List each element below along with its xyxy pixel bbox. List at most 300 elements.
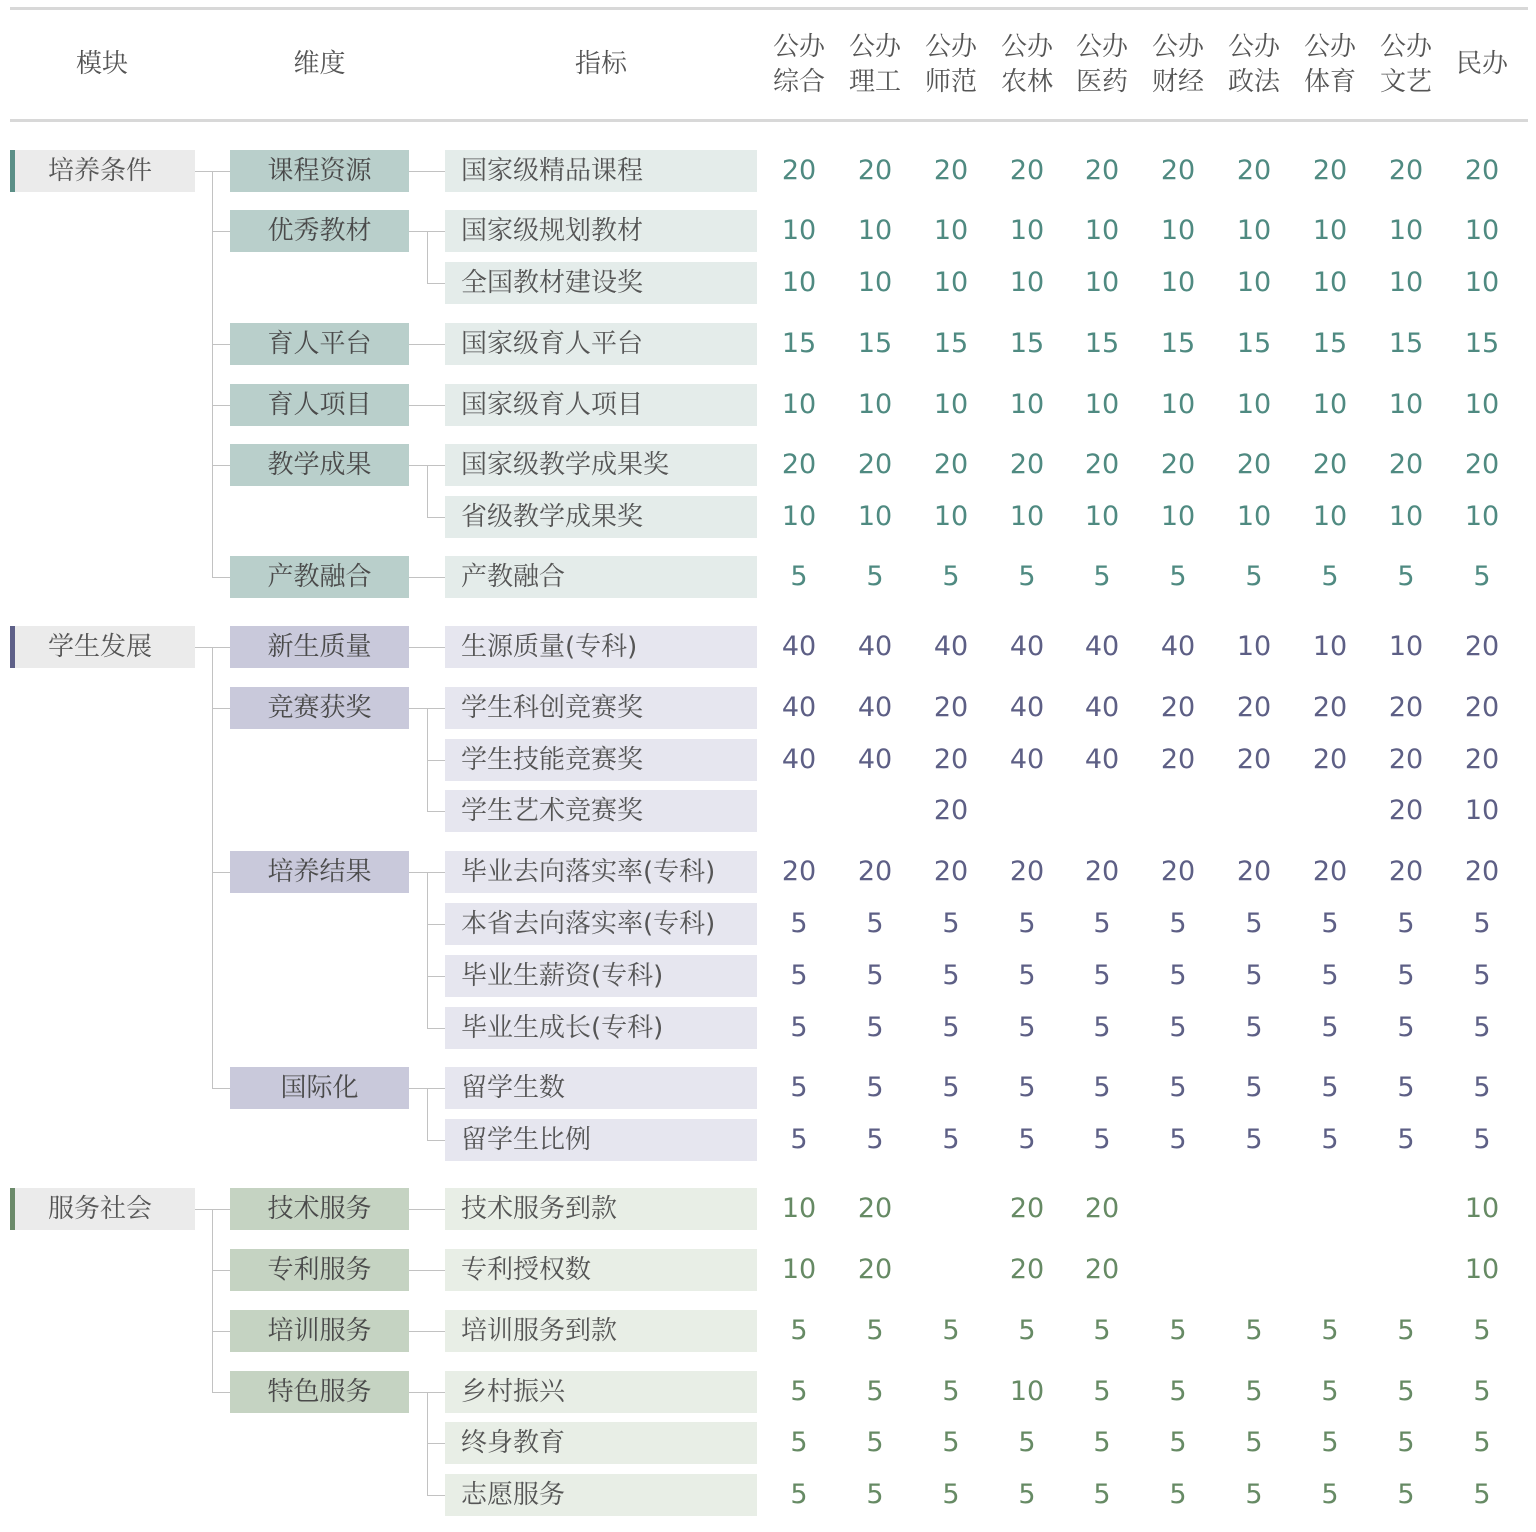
score-cell: 5 (1245, 960, 1263, 991)
tree-line (212, 1270, 230, 1271)
score-cell: 20 (857, 449, 893, 480)
indicator-label: 生源质量(专科) (445, 626, 757, 668)
score-cell: 20 (1236, 155, 1272, 186)
score-cell: 10 (1464, 267, 1500, 298)
score-cell: 20 (1236, 744, 1272, 775)
score-cell (1067, 790, 1137, 832)
score-cell: 5 (1397, 908, 1415, 939)
score-cell: 10 (857, 267, 893, 298)
column-header-line: 师范 (924, 67, 977, 97)
score-cell: 10 (781, 215, 817, 246)
dimension-label: 育人项目 (230, 384, 409, 426)
score-cell: 40 (1009, 631, 1045, 662)
tree-line (212, 1331, 230, 1332)
score-cell: 5 (1093, 1376, 1111, 1407)
score-cell: 5 (1245, 1376, 1263, 1407)
score-cell: 20 (1084, 1193, 1120, 1224)
score-cell: 5 (1473, 908, 1491, 939)
score-cell: 5 (1245, 561, 1263, 592)
score-cell: 5 (1093, 1072, 1111, 1103)
score-cell: 5 (1018, 1427, 1036, 1458)
tree-line (427, 1140, 445, 1141)
column-header-line: 公办 (772, 32, 825, 62)
tree-line (427, 465, 428, 517)
indicator-label: 志愿服务 (445, 1474, 757, 1516)
tree-line (427, 517, 445, 518)
score-cell: 10 (1464, 795, 1500, 826)
column-header-line: 财经 (1151, 67, 1204, 97)
score-cell: 10 (933, 215, 969, 246)
score-cell: 5 (1018, 1124, 1036, 1155)
dimension-label: 培训服务 (230, 1310, 409, 1352)
score-cell: 15 (1388, 328, 1424, 359)
score-cell: 10 (1388, 501, 1424, 532)
column-header-line: 医药 (1075, 67, 1128, 97)
score-cell: 20 (933, 155, 969, 186)
score-cell: 5 (1093, 1124, 1111, 1155)
column-header (1290, 30, 1370, 100)
score-cell: 5 (1321, 1376, 1339, 1407)
column-header-line: 政法 (1227, 67, 1280, 97)
tree-line (427, 760, 445, 761)
module-label: 学生发展 (10, 626, 195, 668)
column-header-line: 公办 (1303, 32, 1356, 62)
score-cell: 40 (1160, 631, 1196, 662)
score-cell: 10 (1236, 631, 1272, 662)
score-cell (764, 790, 834, 832)
score-cell: 20 (1009, 1193, 1045, 1224)
score-cell (1143, 1249, 1213, 1291)
score-cell: 10 (1009, 501, 1045, 532)
column-header (911, 30, 991, 100)
tree-line (212, 344, 230, 345)
score-cell: 10 (1236, 267, 1272, 298)
tree-line (212, 405, 230, 406)
indicator-label: 国家级育人项目 (445, 384, 757, 426)
score-cell: 5 (1093, 1315, 1111, 1346)
score-cell: 5 (942, 561, 960, 592)
indicator-label: 省级教学成果奖 (445, 496, 757, 538)
score-cell: 20 (933, 795, 969, 826)
score-cell: 10 (1160, 267, 1196, 298)
tree-line (427, 1495, 445, 1496)
tree-line (409, 344, 445, 345)
score-cell: 5 (1473, 1427, 1491, 1458)
score-cell: 5 (866, 1427, 884, 1458)
score-cell: 5 (866, 960, 884, 991)
tree-line (212, 872, 230, 873)
score-cell: 10 (1312, 389, 1348, 420)
column-header-line: 民办 (1455, 49, 1508, 79)
score-cell: 20 (781, 856, 817, 887)
score-cell: 5 (1321, 561, 1339, 592)
score-cell: 5 (1397, 1479, 1415, 1510)
score-cell: 5 (866, 1479, 884, 1510)
score-cell: 20 (1388, 155, 1424, 186)
score-cell: 15 (781, 328, 817, 359)
score-cell: 10 (781, 1254, 817, 1285)
score-cell: 5 (1473, 1479, 1491, 1510)
score-cell: 20 (1388, 795, 1424, 826)
tree-line (427, 1028, 445, 1029)
score-cell (916, 1188, 986, 1230)
score-cell: 10 (1160, 501, 1196, 532)
score-cell: 20 (1236, 692, 1272, 723)
score-cell: 5 (1018, 1012, 1036, 1043)
tree-line (409, 405, 445, 406)
score-cell: 10 (1388, 389, 1424, 420)
score-cell: 20 (1084, 856, 1120, 887)
score-cell: 10 (1312, 631, 1348, 662)
indicator-label: 技术服务到款 (445, 1188, 757, 1230)
score-cell (1143, 1188, 1213, 1230)
score-cell: 10 (1009, 267, 1045, 298)
tree-line (409, 577, 445, 578)
dimension-label: 课程资源 (230, 150, 409, 192)
score-cell: 20 (1009, 449, 1045, 480)
score-cell: 5 (790, 1072, 808, 1103)
score-cell: 5 (1169, 1072, 1187, 1103)
score-cell: 5 (1018, 960, 1036, 991)
score-cell: 5 (790, 1012, 808, 1043)
score-cell: 5 (1245, 1072, 1263, 1103)
column-header (987, 30, 1067, 100)
column-header (1442, 47, 1522, 82)
score-cell: 20 (1312, 744, 1348, 775)
score-cell: 10 (1236, 215, 1272, 246)
score-cell (1219, 1188, 1289, 1230)
score-cell: 20 (1009, 1254, 1045, 1285)
indicator-label: 全国教材建设奖 (445, 262, 757, 304)
score-cell: 5 (1018, 1315, 1036, 1346)
score-cell: 10 (1009, 1376, 1045, 1407)
score-cell: 20 (1464, 155, 1500, 186)
score-cell: 20 (1464, 744, 1500, 775)
score-cell: 5 (1169, 1012, 1187, 1043)
tree-line (212, 577, 230, 578)
score-cell: 5 (866, 561, 884, 592)
score-cell: 5 (1397, 1012, 1415, 1043)
score-cell: 10 (1084, 501, 1120, 532)
column-header-line: 体育 (1303, 67, 1356, 97)
score-cell: 10 (1464, 389, 1500, 420)
dimension-label: 国际化 (230, 1067, 409, 1109)
score-cell: 20 (1160, 449, 1196, 480)
score-cell (916, 1249, 986, 1291)
dimension-label: 竞赛获奖 (230, 687, 409, 729)
score-cell: 15 (1160, 328, 1196, 359)
dimension-label: 专利服务 (230, 1249, 409, 1291)
indicator-label: 留学生数 (445, 1067, 757, 1109)
column-header-line: 公办 (848, 32, 901, 62)
score-cell: 5 (1169, 908, 1187, 939)
score-cell: 5 (866, 1124, 884, 1155)
score-cell: 5 (866, 1072, 884, 1103)
score-cell: 5 (866, 908, 884, 939)
score-cell: 40 (857, 692, 893, 723)
indicator-label: 学生科创竞赛奖 (445, 687, 757, 729)
dimension-label: 教学成果 (230, 444, 409, 486)
tree-line (409, 171, 445, 172)
score-cell: 40 (1084, 692, 1120, 723)
score-cell: 20 (933, 692, 969, 723)
score-cell (1371, 1188, 1441, 1230)
score-cell: 15 (1084, 328, 1120, 359)
score-cell: 20 (1464, 631, 1500, 662)
score-cell: 40 (1084, 631, 1120, 662)
indicator-label: 学生技能竞赛奖 (445, 739, 757, 781)
score-cell: 5 (1093, 1427, 1111, 1458)
score-cell: 5 (942, 1072, 960, 1103)
score-cell: 5 (790, 1479, 808, 1510)
module-accent-bar (10, 150, 15, 192)
column-header-line: 文艺 (1379, 67, 1432, 97)
score-cell: 5 (1473, 1124, 1491, 1155)
tree-line (427, 976, 445, 977)
tree-line (212, 647, 213, 1088)
score-cell (1219, 790, 1289, 832)
score-cell: 10 (1160, 389, 1196, 420)
tree-line (427, 231, 428, 283)
score-cell: 5 (790, 1315, 808, 1346)
tree-line (427, 1443, 445, 1444)
score-cell: 10 (1084, 389, 1120, 420)
score-cell: 40 (857, 631, 893, 662)
score-cell: 10 (857, 215, 893, 246)
tree-line (409, 647, 445, 648)
score-cell: 5 (1473, 561, 1491, 592)
score-cell: 20 (1160, 692, 1196, 723)
tree-line (409, 1209, 445, 1210)
dimension-label: 优秀教材 (230, 210, 409, 252)
score-cell: 5 (1245, 1012, 1263, 1043)
score-cell: 5 (1018, 1479, 1036, 1510)
header-dimension: 维度 (293, 49, 346, 79)
score-cell: 10 (1388, 215, 1424, 246)
score-cell: 5 (1093, 960, 1111, 991)
score-cell: 5 (942, 1315, 960, 1346)
score-cell: 5 (1018, 1072, 1036, 1103)
score-cell: 5 (1245, 1315, 1263, 1346)
score-cell: 5 (942, 1479, 960, 1510)
tree-line (212, 465, 230, 466)
indicator-label: 留学生比例 (445, 1119, 757, 1161)
score-cell: 5 (1169, 960, 1187, 991)
score-cell: 10 (1009, 389, 1045, 420)
score-cell (1219, 1249, 1289, 1291)
score-cell (840, 790, 910, 832)
score-cell: 5 (790, 561, 808, 592)
score-cell: 5 (942, 1376, 960, 1407)
tree-line (409, 1331, 445, 1332)
score-cell: 5 (866, 1376, 884, 1407)
score-cell: 20 (857, 1193, 893, 1224)
indicator-label: 国家级教学成果奖 (445, 444, 757, 486)
score-cell: 10 (1464, 501, 1500, 532)
module-label: 服务社会 (10, 1188, 195, 1230)
score-cell: 5 (1093, 1479, 1111, 1510)
score-cell: 20 (1084, 449, 1120, 480)
score-cell: 5 (1093, 1012, 1111, 1043)
score-cell: 5 (1321, 1479, 1339, 1510)
score-cell: 5 (1473, 960, 1491, 991)
indicator-label: 专利授权数 (445, 1249, 757, 1291)
score-cell: 5 (1245, 1427, 1263, 1458)
score-cell: 15 (1236, 328, 1272, 359)
dimension-label: 新生质量 (230, 626, 409, 668)
score-cell: 10 (1388, 631, 1424, 662)
score-cell: 5 (1321, 1124, 1339, 1155)
score-cell: 20 (1388, 692, 1424, 723)
score-cell: 20 (1312, 449, 1348, 480)
score-cell: 5 (1321, 1072, 1339, 1103)
score-cell: 10 (781, 267, 817, 298)
score-cell: 10 (1084, 267, 1120, 298)
indicator-label: 毕业生成长(专科) (445, 1007, 757, 1049)
column-header (1366, 30, 1446, 100)
score-cell: 20 (1464, 692, 1500, 723)
indicator-label: 国家级精品课程 (445, 150, 757, 192)
indicator-label: 本省去向落实率(专科) (445, 903, 757, 945)
column-header-line: 公办 (1227, 32, 1280, 62)
score-cell: 20 (1236, 856, 1272, 887)
indicator-label: 国家级规划教材 (445, 210, 757, 252)
column-header (1138, 30, 1218, 100)
tree-line (212, 1392, 230, 1393)
score-cell (1295, 1249, 1365, 1291)
score-cell: 15 (1464, 328, 1500, 359)
score-cell: 5 (942, 1124, 960, 1155)
score-cell: 5 (1473, 1072, 1491, 1103)
score-cell: 5 (1169, 1124, 1187, 1155)
score-cell: 10 (1009, 215, 1045, 246)
dimension-label: 技术服务 (230, 1188, 409, 1230)
score-cell: 20 (1388, 856, 1424, 887)
score-cell: 5 (1397, 1427, 1415, 1458)
tree-line (212, 1088, 230, 1089)
score-cell: 15 (933, 328, 969, 359)
score-cell: 5 (942, 1012, 960, 1043)
score-cell: 5 (1093, 561, 1111, 592)
header-top-rule (10, 7, 1528, 10)
score-cell: 20 (781, 449, 817, 480)
score-cell: 10 (1464, 215, 1500, 246)
score-cell (1143, 790, 1213, 832)
module-accent-bar (10, 626, 15, 668)
score-cell: 10 (1160, 215, 1196, 246)
score-cell: 5 (1473, 1315, 1491, 1346)
score-cell: 5 (790, 1124, 808, 1155)
score-cell: 40 (1009, 744, 1045, 775)
score-cell: 5 (1018, 561, 1036, 592)
score-cell: 5 (942, 960, 960, 991)
score-cell: 5 (1093, 908, 1111, 939)
score-cell: 5 (1321, 960, 1339, 991)
score-cell: 10 (1312, 501, 1348, 532)
tree-line (212, 1209, 213, 1392)
score-cell: 20 (933, 856, 969, 887)
score-cell: 20 (857, 1254, 893, 1285)
score-cell: 10 (1236, 501, 1272, 532)
score-cell: 5 (1397, 960, 1415, 991)
score-cell: 20 (1312, 856, 1348, 887)
dimension-label: 育人平台 (230, 323, 409, 365)
score-cell: 40 (857, 744, 893, 775)
score-cell: 40 (781, 692, 817, 723)
score-cell: 10 (933, 389, 969, 420)
indicator-label: 学生艺术竞赛奖 (445, 790, 757, 832)
indicator-label: 毕业去向落实率(专科) (445, 851, 757, 893)
indicator-label: 产教融合 (445, 556, 757, 598)
column-header (759, 30, 839, 100)
indicator-label: 乡村振兴 (445, 1371, 757, 1413)
tree-line (427, 872, 428, 1028)
score-cell: 20 (781, 155, 817, 186)
tree-line (427, 811, 445, 812)
score-cell: 5 (1169, 1479, 1187, 1510)
score-cell: 10 (1236, 389, 1272, 420)
score-cell: 20 (1464, 449, 1500, 480)
score-cell: 5 (1245, 908, 1263, 939)
score-cell: 20 (1160, 155, 1196, 186)
score-cell: 5 (1397, 1124, 1415, 1155)
header-indicator: 指标 (574, 49, 627, 79)
score-cell: 5 (1397, 1376, 1415, 1407)
score-cell: 10 (933, 501, 969, 532)
score-cell: 20 (1236, 449, 1272, 480)
indicator-label: 培训服务到款 (445, 1310, 757, 1352)
header-bottom-rule (10, 119, 1528, 122)
score-cell: 20 (1084, 155, 1120, 186)
score-cell (1371, 1249, 1441, 1291)
score-cell: 10 (933, 267, 969, 298)
tree-line (212, 231, 230, 232)
dimension-label: 培养结果 (230, 851, 409, 893)
score-cell: 10 (781, 501, 817, 532)
column-header-line: 公办 (924, 32, 977, 62)
score-cell: 10 (1464, 1193, 1500, 1224)
score-cell: 5 (1169, 561, 1187, 592)
score-cell: 20 (1084, 1254, 1120, 1285)
score-cell: 5 (1169, 1376, 1187, 1407)
score-cell: 10 (781, 389, 817, 420)
score-cell: 15 (1312, 328, 1348, 359)
score-cell: 20 (933, 744, 969, 775)
score-cell: 10 (1388, 267, 1424, 298)
score-cell: 5 (1245, 1479, 1263, 1510)
header-module: 模块 (75, 49, 128, 79)
dimension-label: 产教融合 (230, 556, 409, 598)
score-cell: 5 (1245, 1124, 1263, 1155)
score-cell: 20 (1388, 744, 1424, 775)
score-cell: 10 (781, 1193, 817, 1224)
score-cell: 20 (1160, 744, 1196, 775)
score-cell (1295, 790, 1365, 832)
score-cell: 10 (1464, 1254, 1500, 1285)
score-cell (1295, 1188, 1365, 1230)
score-cell: 5 (1321, 1012, 1339, 1043)
score-cell: 5 (942, 908, 960, 939)
score-cell: 5 (790, 1427, 808, 1458)
score-cell: 20 (1009, 856, 1045, 887)
score-cell: 20 (857, 856, 893, 887)
tree-line (409, 1270, 445, 1271)
score-cell: 5 (790, 1376, 808, 1407)
column-header (1062, 30, 1142, 100)
indicator-label: 终身教育 (445, 1422, 757, 1464)
column-header-line: 理工 (848, 67, 901, 97)
tree-line (212, 708, 230, 709)
